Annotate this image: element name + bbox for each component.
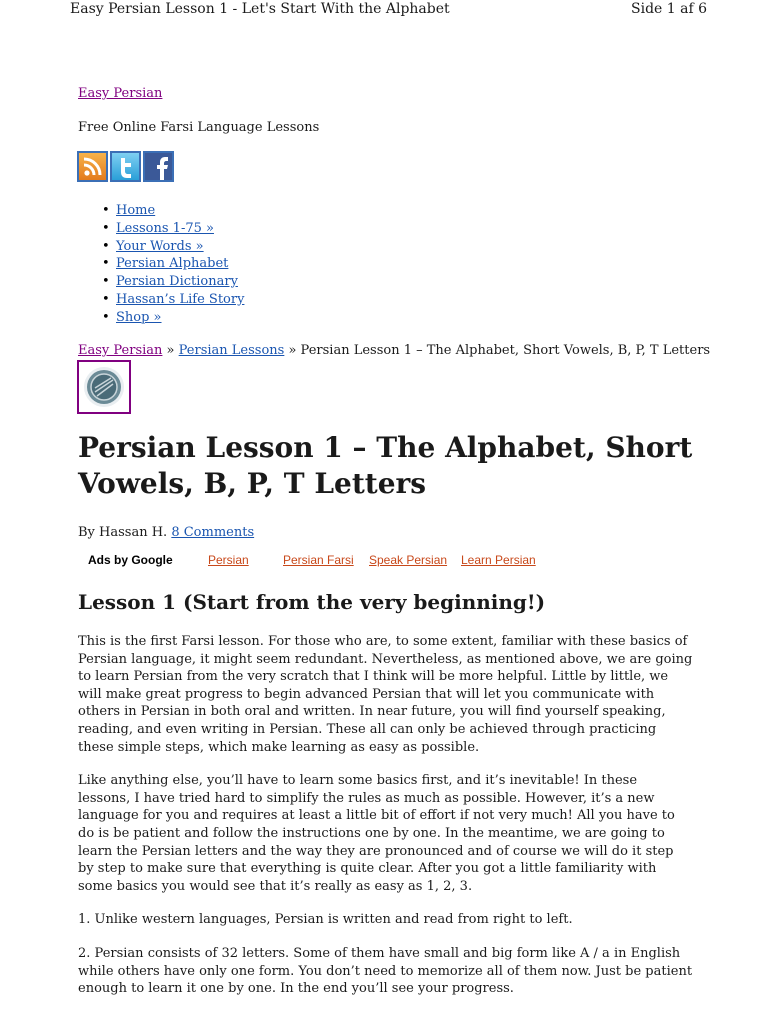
nav-link-your-words[interactable]: Your Words » — [116, 238, 204, 254]
nav-item-lessons — [78, 220, 244, 238]
paragraph: This is the first Farsi lesson. For those who are, to some extent, familiar with these basics of Persian language, it might seem redundant. Nevertheless, as mentioned above, we are going to learn Persian from the very scratch that I think will be more helpful. Little by little, we will make great progress to begin advanced Persian that will let you communicate with others in Persian in both oral and written. In near future, you will find yourself speaking, reading, and even writing in Persian. These all can only be achieved through practicing these simple steps, which make learning as easy as possible. — [78, 634, 693, 755]
author-avatar[interactable] — [77, 360, 131, 414]
print-header — [0, 0, 768, 20]
article-body — [78, 633, 693, 1014]
comments-link[interactable]: 8 Comments — [171, 525, 255, 540]
nav-item-your-words — [78, 238, 244, 256]
nav-link-shop[interactable]: Shop » — [116, 309, 162, 325]
byline-author: By Hassan H. — [78, 525, 172, 540]
nav-item-shop — [78, 309, 244, 327]
breadcrumb-section-link[interactable]: Persian Lessons — [178, 343, 285, 358]
nav-link-alphabet[interactable]: Persian Alphabet — [116, 256, 229, 272]
rss-icon[interactable] — [77, 151, 108, 182]
facebook-icon[interactable] — [143, 151, 174, 182]
breadcrumb-current: » Persian Lesson 1 – The Alphabet, Short Vowels, B, P, T Letters — [284, 343, 711, 358]
site-name — [78, 86, 162, 101]
lesson-subheading: Lesson 1 (Start from the very beginning!) — [78, 590, 546, 614]
paragraph: Like anything else, you’ll have to learn some basics first, and it’s inevitable! In these lessons, I have tried hard to simplify the rules as much as possible. However, it’s a new language for you and requires at least a little bit of effort if not very much! All you have to do is be patient and follow the instructions one by one. In the meantime, we are going to learn the Persian letters and the way they are pronounced and of course we will do it step by step to make sure that everything is quite clear. After you got a little familiarity with some basics you would see that it’s really as easy as 1, 2, 3. — [78, 773, 675, 894]
nav-item-alphabet — [78, 255, 244, 273]
article-title: Persian Lesson 1 – The Alphabet, Short Vowels, B, P, T Letters — [78, 431, 693, 500]
byline — [78, 525, 254, 540]
ad-link[interactable]: Persian — [208, 553, 249, 567]
social-icons — [77, 151, 174, 182]
twitter-icon[interactable] — [110, 151, 141, 182]
main-nav — [78, 202, 244, 327]
site-name-link[interactable]: Easy Persian — [78, 86, 163, 101]
nav-link-home[interactable]: Home — [116, 203, 156, 218]
nav-item-dictionary — [78, 273, 244, 291]
paragraph: 2. Persian consists of 32 letters. Some of them have small and big form like A / a in English while others have only one form. You don’t need to memorize all of them now. Just be patient enough to learn it one by one. In the end you’ll see your progress. — [78, 945, 693, 997]
nav-link-life-story[interactable]: Hassan’s Life Story — [116, 291, 245, 307]
ad-link[interactable]: Persian Farsi — [283, 553, 354, 567]
nav-item-home — [78, 202, 244, 220]
ad-link[interactable]: Learn Persian — [461, 553, 536, 567]
ads-by-google-label[interactable]: Ads by Google — [88, 553, 173, 567]
nav-link-dictionary[interactable]: Persian Dictionary — [116, 274, 238, 290]
nav-item-life-story — [78, 291, 244, 309]
ad-link[interactable]: Speak Persian — [369, 553, 448, 567]
nav-link-lessons[interactable]: Lessons 1-75 » — [116, 220, 214, 236]
page-indicator: Side 1 af 6 — [631, 1, 708, 17]
breadcrumb-separator: » — [162, 343, 179, 358]
breadcrumb — [78, 343, 710, 358]
site-tagline: Free Online Farsi Language Lessons — [78, 120, 320, 135]
document-title: Easy Persian Lesson 1 - Let's Start With the Alphabet — [70, 1, 450, 17]
breadcrumb-home-link[interactable]: Easy Persian — [78, 343, 163, 358]
paragraph: 1. Unlike western languages, Persian is written and read from right to left. — [78, 912, 573, 928]
